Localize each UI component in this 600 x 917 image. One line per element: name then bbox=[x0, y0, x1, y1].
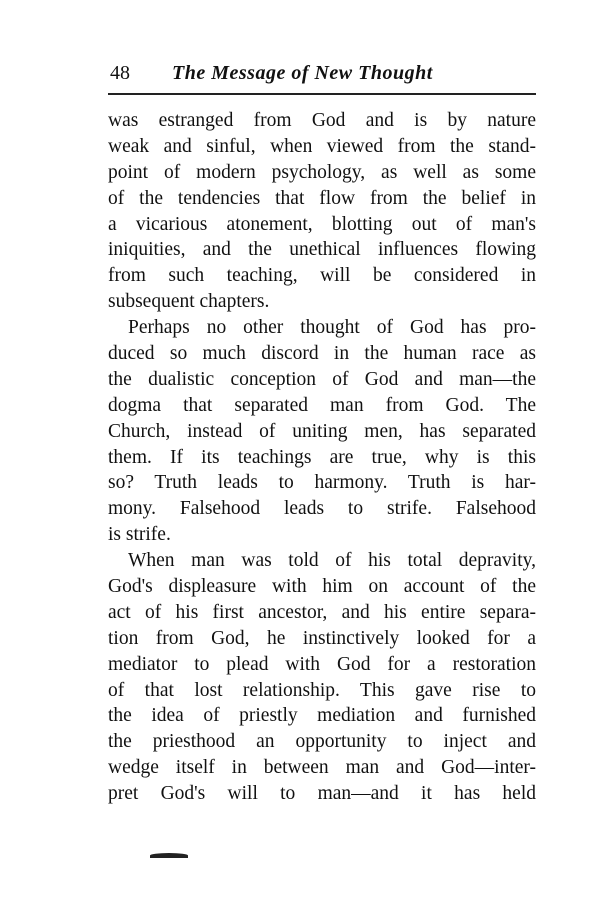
text-line: the priesthood an opportunity to inject and bbox=[108, 731, 536, 753]
text-line: them. If its teachings are true, why is this bbox=[108, 446, 536, 468]
running-header bbox=[108, 62, 536, 92]
text-line: from such teaching, will be considered in bbox=[108, 265, 536, 287]
text-line: of the tendencies that flow from the belief in bbox=[108, 187, 536, 209]
page-number: 48 bbox=[110, 62, 130, 84]
text-line: pret God's will to man—and it has held bbox=[108, 783, 536, 805]
text-line: point of modern psychology, as well as some bbox=[108, 161, 536, 183]
text-line: of that lost relationship. This gave rise to bbox=[108, 679, 536, 701]
page-body bbox=[108, 108, 536, 807]
text-line: is strife. bbox=[108, 524, 171, 546]
text-line: God's displeasure with him on account of the bbox=[108, 576, 536, 598]
text-line: tion from God, he instinctively looked for a bbox=[108, 627, 536, 649]
text-line: the idea of priestly mediation and furnished bbox=[108, 705, 536, 727]
text-line: Church, instead of uniting men, has separated bbox=[108, 420, 536, 442]
text-line: was estranged from God and is by nature bbox=[108, 110, 536, 131]
text-line: act of his first ancestor, and his entire separa- bbox=[108, 601, 536, 623]
text-line: iniquities, and the unethical influences flowing bbox=[108, 239, 536, 261]
text-line: weak and sinful, when viewed from the stand- bbox=[108, 135, 536, 157]
header-rule bbox=[108, 93, 536, 95]
text-line: a vicarious atonement, blotting out of man's bbox=[108, 213, 536, 235]
text-line: duced so much discord in the human race as bbox=[108, 343, 536, 365]
text-line: Perhaps no other thought of God has pro- bbox=[128, 317, 536, 339]
running-title: The Message of New Thought bbox=[172, 62, 433, 84]
text-line: so? Truth leads to harmony. Truth is har- bbox=[108, 472, 536, 494]
text-line: subsequent chapters. bbox=[108, 291, 270, 313]
text-line: the dualistic conception of God and man—the bbox=[108, 368, 536, 390]
text-line: wedge itself in between man and God—inter- bbox=[108, 757, 536, 779]
text-line: mediator to plead with God for a restoration bbox=[108, 653, 536, 675]
text-line: dogma that separated man from God. The bbox=[108, 394, 536, 416]
text-line: mony. Falsehood leads to strife. Falsehood bbox=[108, 498, 536, 520]
ink-smudge bbox=[150, 853, 188, 858]
text-line: When man was told of his total depravity, bbox=[128, 550, 536, 572]
